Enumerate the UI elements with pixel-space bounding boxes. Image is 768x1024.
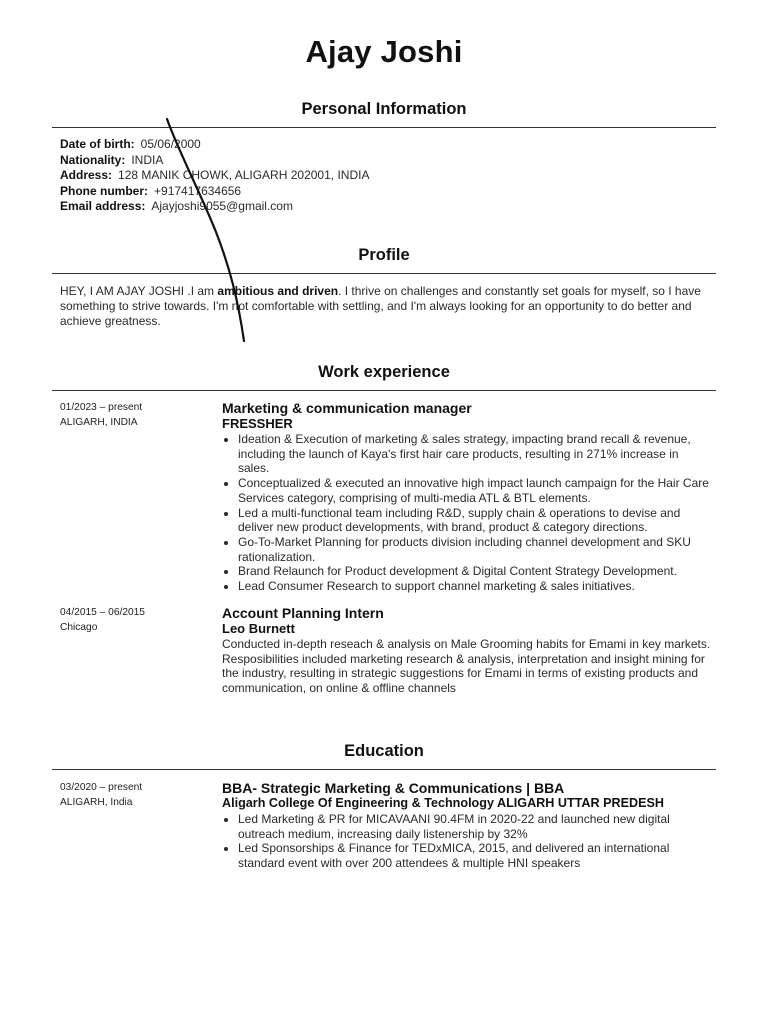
job-title: Marketing & communication manager xyxy=(222,400,472,416)
section-title-work-experience: Work experience xyxy=(318,363,450,381)
address-label: Address: xyxy=(60,168,113,182)
address-value: 128 MANIK CHOWK, ALIGARH 202001, INDIA xyxy=(118,168,370,182)
work-location: ALIGARH, INDIA xyxy=(60,417,138,428)
employer-name: FRESSHER xyxy=(222,416,293,431)
education-bullet: • Led Marketing & PR for MICAVAANI 90.4FM in 2020-22 and launched new digital outreach medium, increasing daily listenership by 32% xyxy=(238,812,712,841)
dob-value: 05/06/2000 xyxy=(140,137,201,151)
nationality-label: Nationality: xyxy=(60,152,126,167)
education-dates: 03/2020 – present xyxy=(60,782,143,793)
job-description: Resposibilities included marketing research & analysis, interpretation and insight mining for the industry, resulting in strategic suggestions for Emami in terms of existing products and communication, on online & offline channels xyxy=(222,651,705,696)
email-label: Email address: xyxy=(60,199,146,213)
work-dates: 04/2015 – 06/2015 xyxy=(60,607,145,618)
dob-label: Date of birth: xyxy=(60,137,135,151)
profile-intro: HEY, I AM AJAY JOSHI .I am xyxy=(60,284,218,298)
phone-label: Phone number: xyxy=(60,183,149,198)
job-title: Account Planning Intern xyxy=(222,605,384,621)
job-bullet: • Led a multi-functional team including R&D, supply chain & operations to devise and deliver new product developments, with brand, product & category directions. xyxy=(238,506,712,535)
job-bullet: • Ideation & Execution of marketing & sales strategy, impacting brand recall & revenue, including the launch of Kaya's first hair care products, resulting in 271% increase in sales. xyxy=(238,432,712,476)
job-bullet: • Lead Consumer Research to support channel marketing & sales initiatives. xyxy=(238,579,712,594)
phone-value: +917417634656 xyxy=(154,183,242,198)
job-bullet: • Brand Relaunch for Product development & Digital Content Strategy Development. xyxy=(238,564,712,579)
education-bullet: • Led Sponsorships & Finance for TEDxMICA, 2015, and delivered an international standard event with over 200 attendees & multiple HNI speakers xyxy=(238,841,712,870)
work-dates: 01/2023 – present xyxy=(60,402,143,413)
profile-highlight: ambitious and driven xyxy=(217,284,339,298)
nationality-value: INDIA xyxy=(131,152,164,167)
resume-name: Ajay Joshi xyxy=(305,34,463,69)
employer-name: Leo Burnett xyxy=(222,621,295,636)
section-title-personal-information: Personal Information xyxy=(301,100,467,118)
section-title-education: Education xyxy=(344,742,424,760)
email-value: Ajayjoshi9055@gmail.com xyxy=(151,199,293,213)
section-title-profile: Profile xyxy=(358,246,410,264)
school-name: Aligarh College Of Engineering & Technology ALIGARH UTTAR PREDESH xyxy=(222,796,664,810)
education-location: ALIGARH, India xyxy=(60,797,133,808)
work-location: Chicago xyxy=(60,622,98,633)
degree-title: BBA- Strategic Marketing & Communications | BBA xyxy=(222,780,565,796)
profile-rest: . I thrive on challenges and constantly set goals for myself, so I have something to strive towards. I'm not comfortable with settling, and I'm always looking for an opportunity to do better and achieve greatness. xyxy=(60,284,701,328)
job-bullet: • Go-To-Market Planning for products division including channel development and SKU rationalization. xyxy=(238,535,712,564)
job-description: Conducted in-depth reseach & analysis on Male Grooming habits for Emami in key markets. xyxy=(222,637,711,651)
job-bullet: • Conceptualized & executed an innovative high impact launch campaign for the Hair Care Services category, comprising of multi-media ATL & BTL elements. xyxy=(238,476,712,505)
